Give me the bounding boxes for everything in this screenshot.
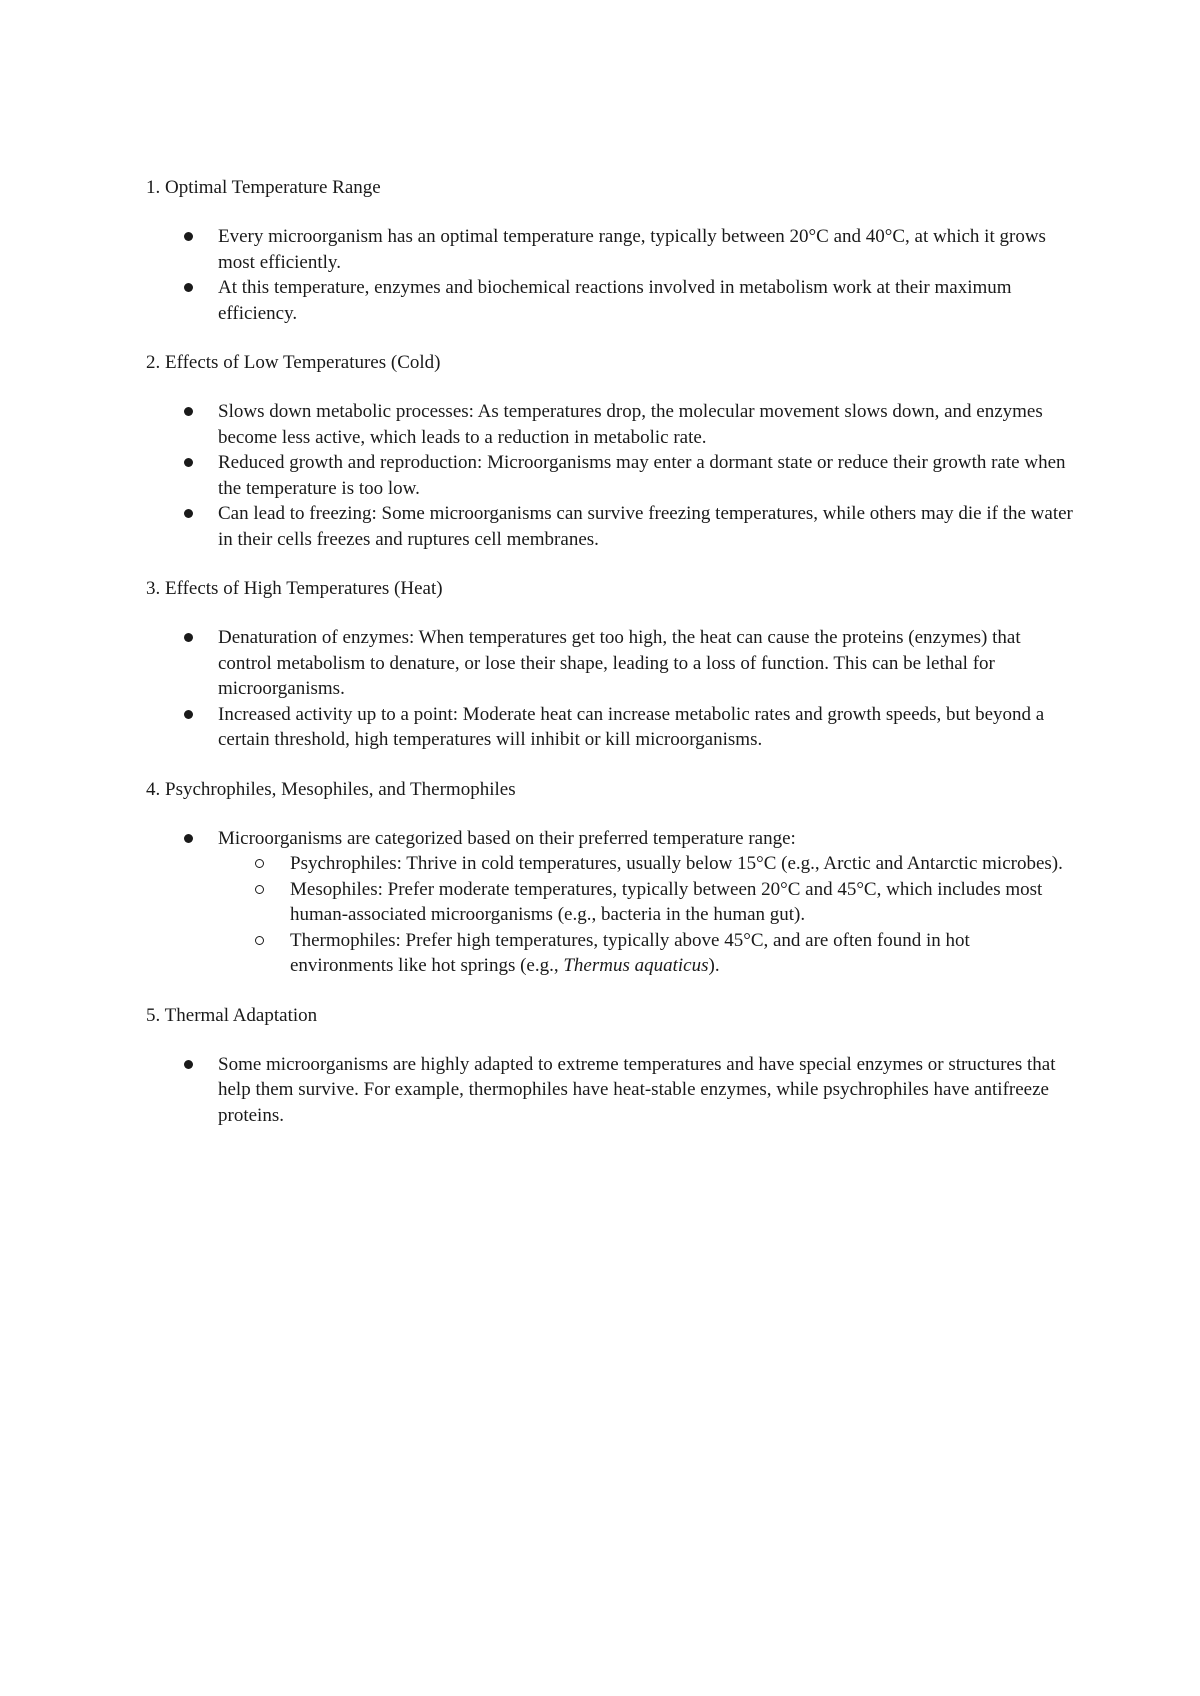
section-temperature-classes (146, 777, 1076, 979)
list-item: Can lead to freezing: Some microorganisms can survive freezing temperatures, while others may die if the water in their cells freezes and ruptures cell membranes. (146, 501, 1076, 552)
sub-list-item-text: Thermophiles: Prefer high temperatures, typically above 45°C, and are often found in hot environments like hot springs (e.g., (290, 929, 970, 976)
section-heading: 2. Effects of Low Temperatures (Cold) (146, 352, 441, 373)
bullet-list (146, 224, 1076, 326)
list-item: At this temperature, enzymes and biochemical reactions involved in metabolism work at their maximum efficiency. (146, 275, 1076, 326)
sub-list (218, 851, 1076, 979)
list-item-text: Microorganisms are categorized based on their preferred temperature range: (218, 827, 796, 849)
section-low-temperatures (146, 350, 1076, 552)
section-heading: 3. Effects of High Temperatures (Heat) (146, 578, 443, 599)
section-heading: 1. Optimal Temperature Range (146, 177, 381, 198)
list-item: Reduced growth and reproduction: Microorganisms may enter a dormant state or reduce their growth rate when the temperature is too low. (146, 450, 1076, 501)
document-body (146, 175, 1076, 1152)
list-item (146, 826, 1076, 979)
sub-list-item (218, 928, 1076, 979)
section-thermal-adaptation (146, 1003, 1076, 1129)
bullet-list (146, 625, 1076, 753)
section-optimal-temperature (146, 175, 1076, 326)
bullet-list (146, 399, 1076, 552)
list-item: Denaturation of enzymes: When temperatures get too high, the heat can cause the proteins (enzymes) that control metabolism to denature, or lose their shape, leading to a loss of function. This can be lethal for microorganisms. (146, 625, 1076, 702)
section-heading: 4. Psychrophiles, Mesophiles, and Thermophiles (146, 778, 516, 800)
section-high-temperatures (146, 576, 1076, 753)
sub-list-item-text-end: ). (708, 955, 720, 976)
section-heading: 5. Thermal Adaptation (146, 1004, 318, 1026)
bullet-list (146, 826, 1076, 979)
bullet-list (146, 1052, 1076, 1129)
list-item: Some microorganisms are highly adapted to extreme temperatures and have special enzymes or structures that help them survive. For example, thermophiles have heat-stable enzymes, while psychrophiles have antifreeze proteins. (146, 1052, 1076, 1129)
sub-list-item: Psychrophiles: Thrive in cold temperatures, usually below 15°C (e.g., Arctic and Antarctic microbes). (218, 851, 1076, 877)
sub-list-item: Mesophiles: Prefer moderate temperatures, typically between 20°C and 45°C, which includes most human-associated microorganisms (e.g., bacteria in the human gut). (218, 877, 1076, 928)
list-item: Increased activity up to a point: Moderate heat can increase metabolic rates and growth speeds, but beyond a certain threshold, high temperatures will inhibit or kill microorganisms. (146, 702, 1076, 753)
list-item: Slows down metabolic processes: As temperatures drop, the molecular movement slows down, and enzymes become less active, which leads to a reduction in metabolic rate. (146, 399, 1076, 450)
species-name: Thermus aquaticus (563, 955, 709, 976)
list-item: Every microorganism has an optimal temperature range, typically between 20°C and 40°C, at which it grows most efficiently. (146, 224, 1076, 275)
